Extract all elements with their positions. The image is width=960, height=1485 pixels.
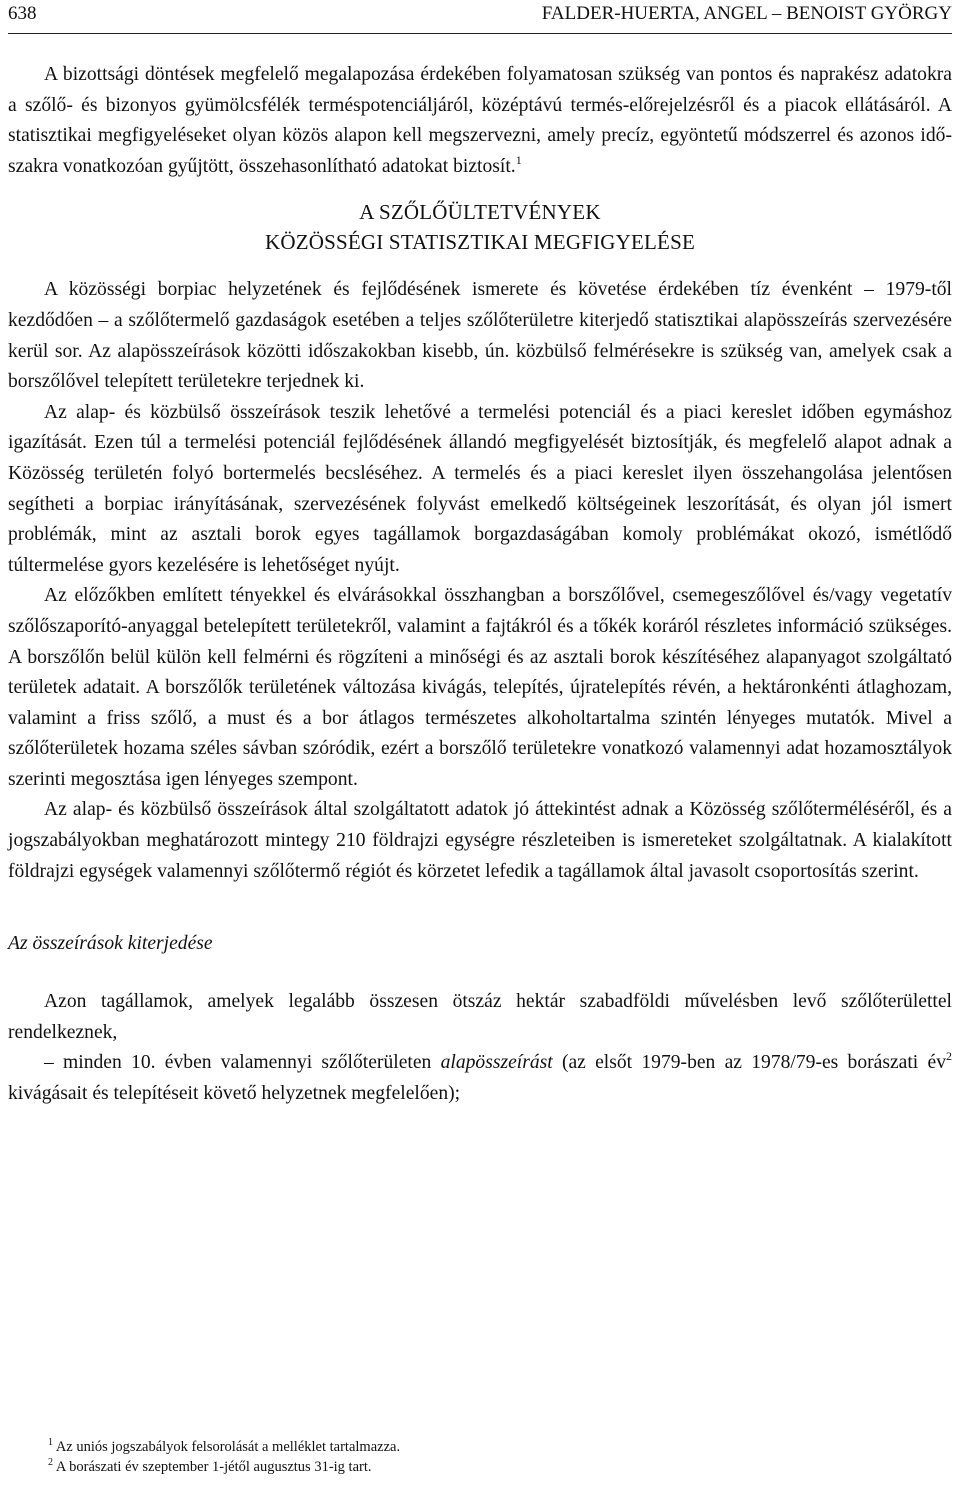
- footnote: [8, 1458, 952, 1478]
- list-item-suffix: kivágásait és telepítéseit követő helyzetnek megfelelően);: [8, 1083, 461, 1105]
- list-item: [8, 1048, 952, 1109]
- paragraph: Az előzőkben említett tényekkel és elvárásokkal összhangban a borszőlővel, csemegeszőlővel és/vagy vegetatív szőlőszaporító-anyaggal betelepített területekről, valamint a fajtákról és a tőkék koráról részletes információ szükséges. A borszőlőn belül külön kell felmérni és rögzíteni a minőségi és az asztali borok készítéséhez alapanyagot szolgáltató területek adatait. A borszőlők területének változása kivágás, telepítés, újratelepítés révén, a hektáronkénti átlaghozam, valamint a friss szőlő, a must és a bor átlagos természetes alkoholtartalma szintén lényeges mutatók. Mivel a szőlőterületek hozama széles sávban szóródik, ezért a borszőlő területekre vonatkozó valamennyi adat hozamosztályok szerinti megosztása igen lényeges szempont.: [8, 585, 952, 790]
- header-rule: [8, 33, 952, 34]
- body-text: [8, 60, 952, 1110]
- subsection-title: Az összeírások kiterjedése: [8, 933, 213, 955]
- footnotes: [8, 1438, 952, 1477]
- list-item-emphasis: alapösszeírást: [440, 1052, 553, 1074]
- intro-text: A bizottsági döntések megfelelő megalapozása érdekében folyamatosan szükség van pontos és naprakész adatokra a szőlő- és bizonyos gyümölcsfélék terméspotenciáljáról, középtávú termés-előrejelzésről és a piacok ellátásáról. A statisztikai megfigyeléseket olyan közös alapon kell megszervezni, amely precíz, egyöntetű módszerrel és azonos időszakra vonatkozóan gyűjtött, összehasonlítható adatokat biztosít.: [8, 64, 952, 177]
- page-number: 638: [8, 3, 37, 24]
- paragraph: A közösségi borpiac helyzetének és fejlődésének ismerete és követése érdekében tíz évenként – 1979-től kezdődően – a szőlőtermelő gazdaságok esetében a teljes szőlőterületre kiterjedő statisztikai alapösszeírás szervezésére kerül sor. Az alapösszeírások közötti időszakokban kisebb, ún. közbülső felmérésekre is szükség van, amelyek csak a borszőlővel telepített területekre terjednek ki.: [8, 279, 952, 393]
- paragraph: Az alap- és közbülső összeírások által szolgáltatott adatok jó áttekintést adnak a Közösség szőlőterméléséről, és a jogszabályokban meghatározott mintegy 210 földrajzi egységre részleteiben is ismereteket szolgáltatnak. A kialakított földrajzi egységek valamennyi szőlőtermő régiót és körzetet lefedik a tagállamok által javasolt csoportosítás szerint.: [8, 799, 952, 882]
- footnote: [8, 1438, 952, 1458]
- intro-paragraph: [8, 60, 952, 182]
- section-title: [8, 197, 952, 257]
- paragraph: Az alap- és közbülső összeírások teszik lehetővé a termelési potenciál és a piaci kereslet időben egymáshoz igazítását. Ezen túl a termelési potenciál fejlődésének állandó megfigyelését biztosítják, és megfelelő alapot adnak a Közösség területén folyó bortermelés becsléséhez. A termelés és a piaci kereslet ilyen összehangolása jelentősen segítheti a borpiac irányításának, szervezésének folyvást emelkedő költségeinek leszorítását, és olyan jól ismert problémák, mint az asztali borok egyes tagállamok borgazdaságában komoly problémákat okozó, ismétlődő túltermelése gyors kezelésére is lehetőséget nyújt.: [8, 401, 952, 576]
- section-title-line-1: A SZŐLŐÜLTETVÉNYEK: [359, 200, 601, 225]
- footnote-ref-1[interactable]: 1: [515, 152, 522, 167]
- footnote-number: 2: [48, 1456, 53, 1468]
- list-item-prefix: – minden 10. évben valamennyi szőlőterületen: [44, 1052, 441, 1074]
- running-head: FALDER-HUERTA, ANGEL – BENOIST GYÖRGY: [541, 3, 952, 24]
- section-title-line-2: KÖZÖSSÉGI STATISZTIKAI MEGFIGYELÉSE: [265, 230, 695, 255]
- subsection-intro: Azon tagállamok, amelyek legalább összesen ötszáz hektár szabadföldi művelésben levő szőlőterülettel rendelkeznek,: [8, 991, 952, 1043]
- page-header: [8, 2, 952, 28]
- footnote-text: A borászati év szeptember 1-jétől augusztus 31-ig tart.: [55, 1458, 372, 1475]
- list-item-mid: (az elsőt 1979-ben az 1978/79-es borászati év: [552, 1052, 946, 1074]
- footnote-ref-2[interactable]: 2: [946, 1049, 952, 1064]
- footnote-text: Az uniós jogszabályok felsorolását a melléklet tartalmazza.: [55, 1439, 401, 1455]
- footnote-number: 1: [48, 1437, 53, 1448]
